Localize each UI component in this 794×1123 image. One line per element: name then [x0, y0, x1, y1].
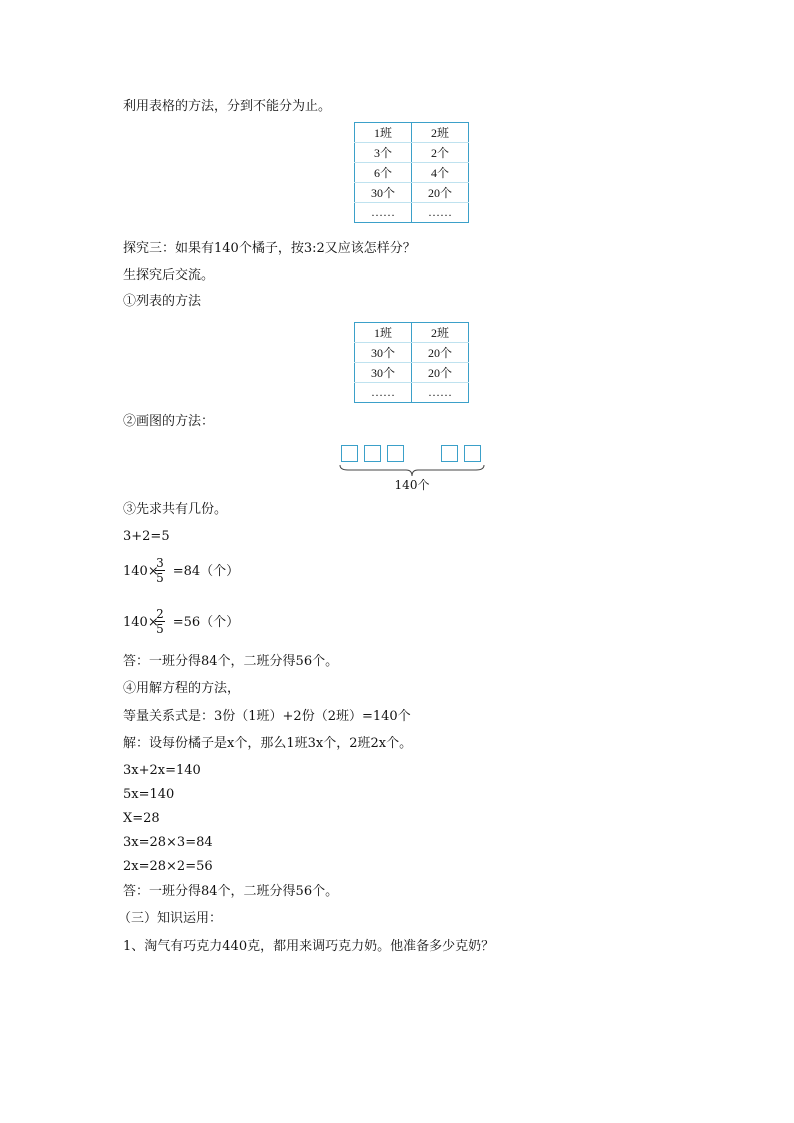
part-box	[364, 445, 381, 462]
method-equation-heading: ④用解方程的方法，	[123, 681, 241, 696]
answer-one: 答：一班分得84个，二班分得56个。	[123, 654, 339, 669]
table-cell: 30个	[355, 183, 412, 203]
part-box	[387, 445, 404, 462]
equal-relation-text: 等量关系式是：3份（1班）+2份（2班）=140个	[123, 709, 411, 724]
table-cell: ……	[355, 203, 412, 223]
table-header-cell: 2班	[412, 123, 469, 143]
calc-total-parts: 3+2=5	[123, 529, 170, 544]
equation-step: X=28	[123, 811, 160, 826]
calc-prefix: 140×	[123, 615, 159, 630]
calc-suffix: =84（个）	[172, 564, 240, 579]
method-parts-heading: ③先求共有几份。	[123, 502, 228, 517]
table-row	[355, 363, 469, 383]
answer-two: 答：一班分得84个，二班分得56个。	[123, 884, 339, 899]
table-row	[355, 183, 469, 203]
table-header-cell: 2班	[412, 323, 469, 343]
calc-class-two	[123, 615, 239, 631]
question-one: 1、淘气有巧克力440克，都用来调巧克力奶。他准备多少克奶？	[123, 939, 495, 954]
part-box	[441, 445, 458, 462]
table-cell: ……	[412, 383, 469, 403]
table-cell: 30个	[355, 343, 412, 363]
table-cell: 20个	[412, 343, 469, 363]
fraction-numerator: 2	[156, 607, 164, 621]
method-table-heading: ①列表的方法	[123, 294, 202, 309]
intro-text: 利用表格的方法，分到不能分为止。	[123, 99, 332, 114]
brace-label: 140个	[394, 478, 430, 492]
solution-setup-text: 解：设每份橘子是x个，那么1班3x个，2班2x个。	[123, 736, 413, 751]
table-header-cell: 1班	[355, 323, 412, 343]
equation-step: 2x=28×2=56	[123, 859, 213, 874]
calc-prefix: 140×	[123, 564, 159, 579]
calc-class-one	[123, 564, 239, 580]
discussion-text: 生探究后交流。	[123, 268, 215, 283]
equation-step: 3x=28×3=84	[123, 835, 213, 850]
table-cell: 20个	[412, 363, 469, 383]
table-cell: 6个	[355, 163, 412, 183]
table-cell: ……	[412, 203, 469, 223]
table-header-row	[355, 123, 469, 143]
table-row	[355, 143, 469, 163]
fraction-denominator: 5	[156, 622, 164, 636]
brace-icon	[336, 464, 488, 478]
table-cell: 20个	[412, 183, 469, 203]
table-cell: 4个	[412, 163, 469, 183]
equation-step: 5x=140	[123, 787, 175, 802]
table-ratio-1	[354, 122, 469, 223]
explore-three-text: 探究三：如果有140个橘子，按3:2又应该怎样分？	[123, 241, 416, 256]
table-header-row	[355, 323, 469, 343]
table-header-cell: 1班	[355, 123, 412, 143]
fraction-two-fifths	[155, 607, 165, 636]
section-heading: （三）知识运用：	[118, 911, 223, 926]
table-cell: 2个	[412, 143, 469, 163]
table-cell: ……	[355, 383, 412, 403]
table-row	[355, 343, 469, 363]
table-cell: 3个	[355, 143, 412, 163]
table-cell: 30个	[355, 363, 412, 383]
table-row	[355, 203, 469, 223]
fraction-denominator: 5	[156, 571, 164, 585]
fraction-three-fifths	[155, 556, 165, 585]
fraction-numerator: 3	[156, 556, 164, 570]
calc-suffix: =56（个）	[172, 615, 240, 630]
part-box	[341, 445, 358, 462]
table-row	[355, 163, 469, 183]
method-drawing-heading: ②画图的方法：	[123, 414, 215, 429]
table-row	[355, 383, 469, 403]
part-box	[464, 445, 481, 462]
table-ratio-2	[354, 322, 469, 403]
equation-step: 3x+2x=140	[123, 763, 201, 778]
